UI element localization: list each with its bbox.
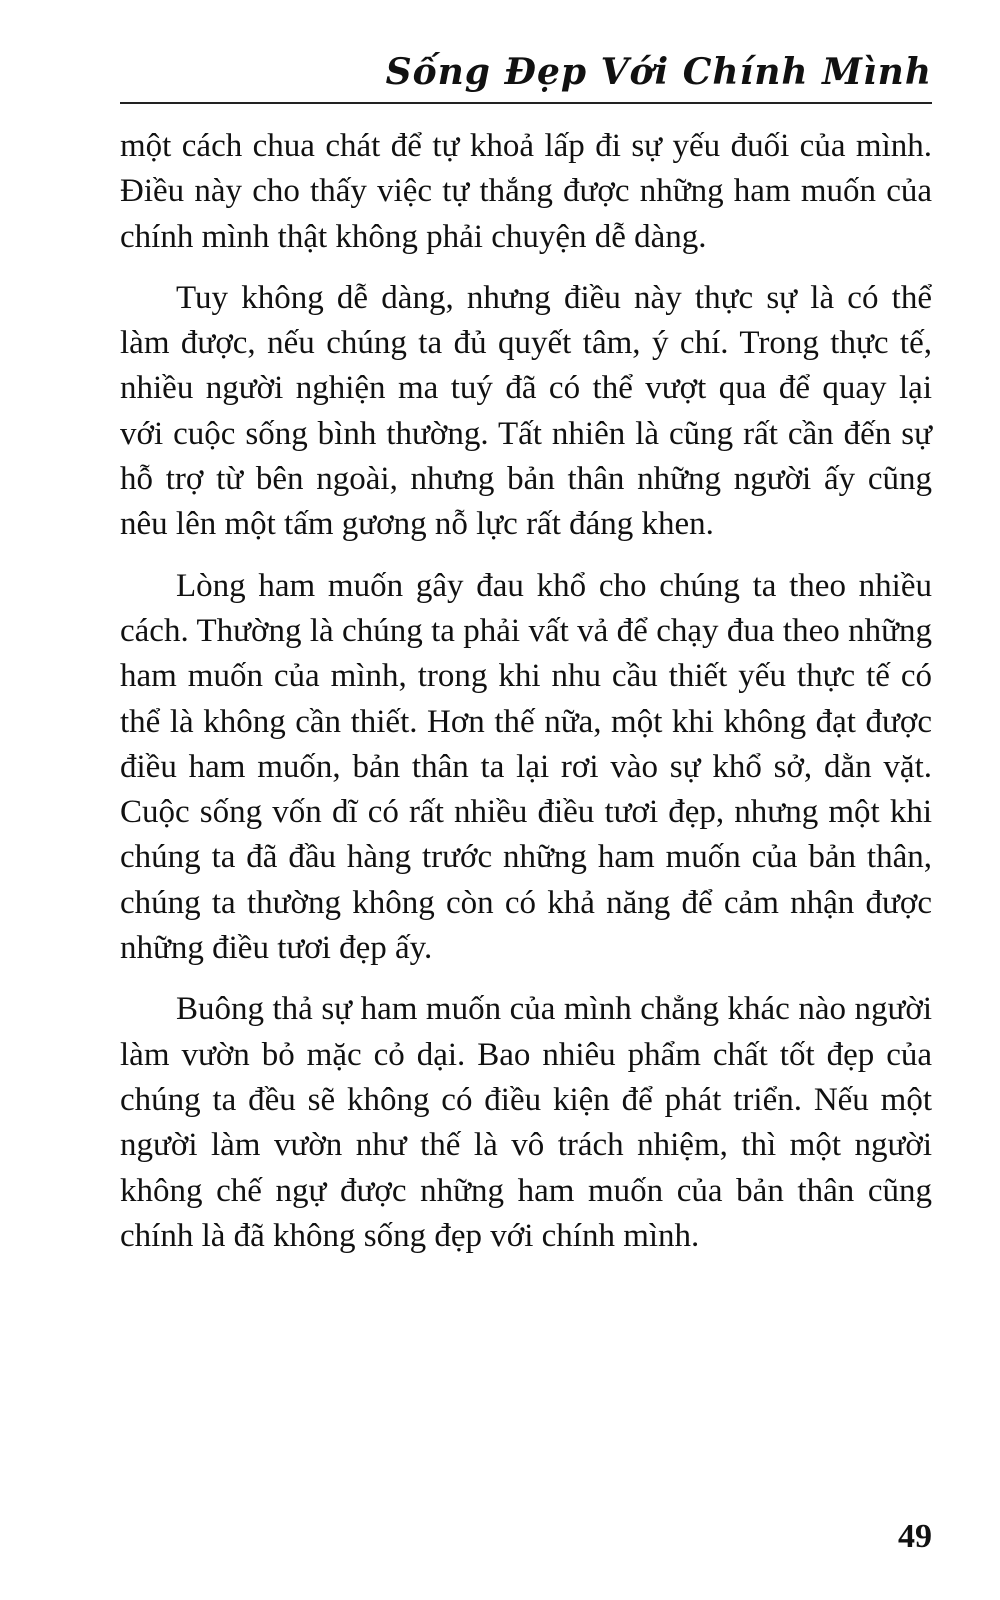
page-number: 49 bbox=[898, 1518, 932, 1555]
paragraph-continued: một cách chua chát để tự khoả lấp đi sự yếu đuối của mình. Điều này cho thấy việc tự thắng được những ham muốn của chính mình thật không phải chuyện dễ dàng. bbox=[120, 128, 932, 255]
body-text bbox=[120, 124, 932, 1275]
paragraph: Buông thả sự ham muốn của mình chẳng khác nào người làm vườn bỏ mặc cỏ dại. Bao nhiêu phẩm chất tốt đẹp của chúng ta đều sẽ không có điều kiện để phát triển. Nếu một người làm vườn như thế là vô trách nhiệm, thì một người không chế ngự được những ham muốn của bản thân cũng chính là đã không sống đẹp với chính mình. bbox=[120, 991, 932, 1254]
paragraph: Lòng ham muốn gây đau khổ cho chúng ta theo nhiều cách. Thường là chúng ta phải vất vả để chạy đua theo những ham muốn của mình, trong khi nhu cầu thiết yếu thực tế có thể là không cần thiết. Hơn thế nữa, một khi không đạt được điều ham muốn, bản thân ta lại rơi vào sự khổ sở, dằn vặt. Cuộc sống vốn dĩ có rất nhiều điều tươi đẹp, nhưng một khi chúng ta đã đầu hàng trước những ham muốn của bản thân, chúng ta thường không còn có khả năng để cảm nhận được những điều tươi đẹp ấy. bbox=[120, 567, 932, 967]
running-header-title: Sống Đẹp Với Chính Mình bbox=[385, 51, 932, 93]
paragraph: Tuy không dễ dàng, nhưng điều này thực sự là có thể làm được, nếu chúng ta đủ quyết tâm, ý chí. Trong thực tế, nhiều người nghiện ma tuý đã có thể vượt qua để quay lại với cuộc sống bình thường. Tất nhiên là cũng rất cần đến sự hỗ trợ từ bên ngoài, nhưng bản thân những người ấy cũng nêu lên một tấm gương nỗ lực rất đáng khen. bbox=[120, 279, 932, 543]
header-divider bbox=[120, 102, 932, 104]
